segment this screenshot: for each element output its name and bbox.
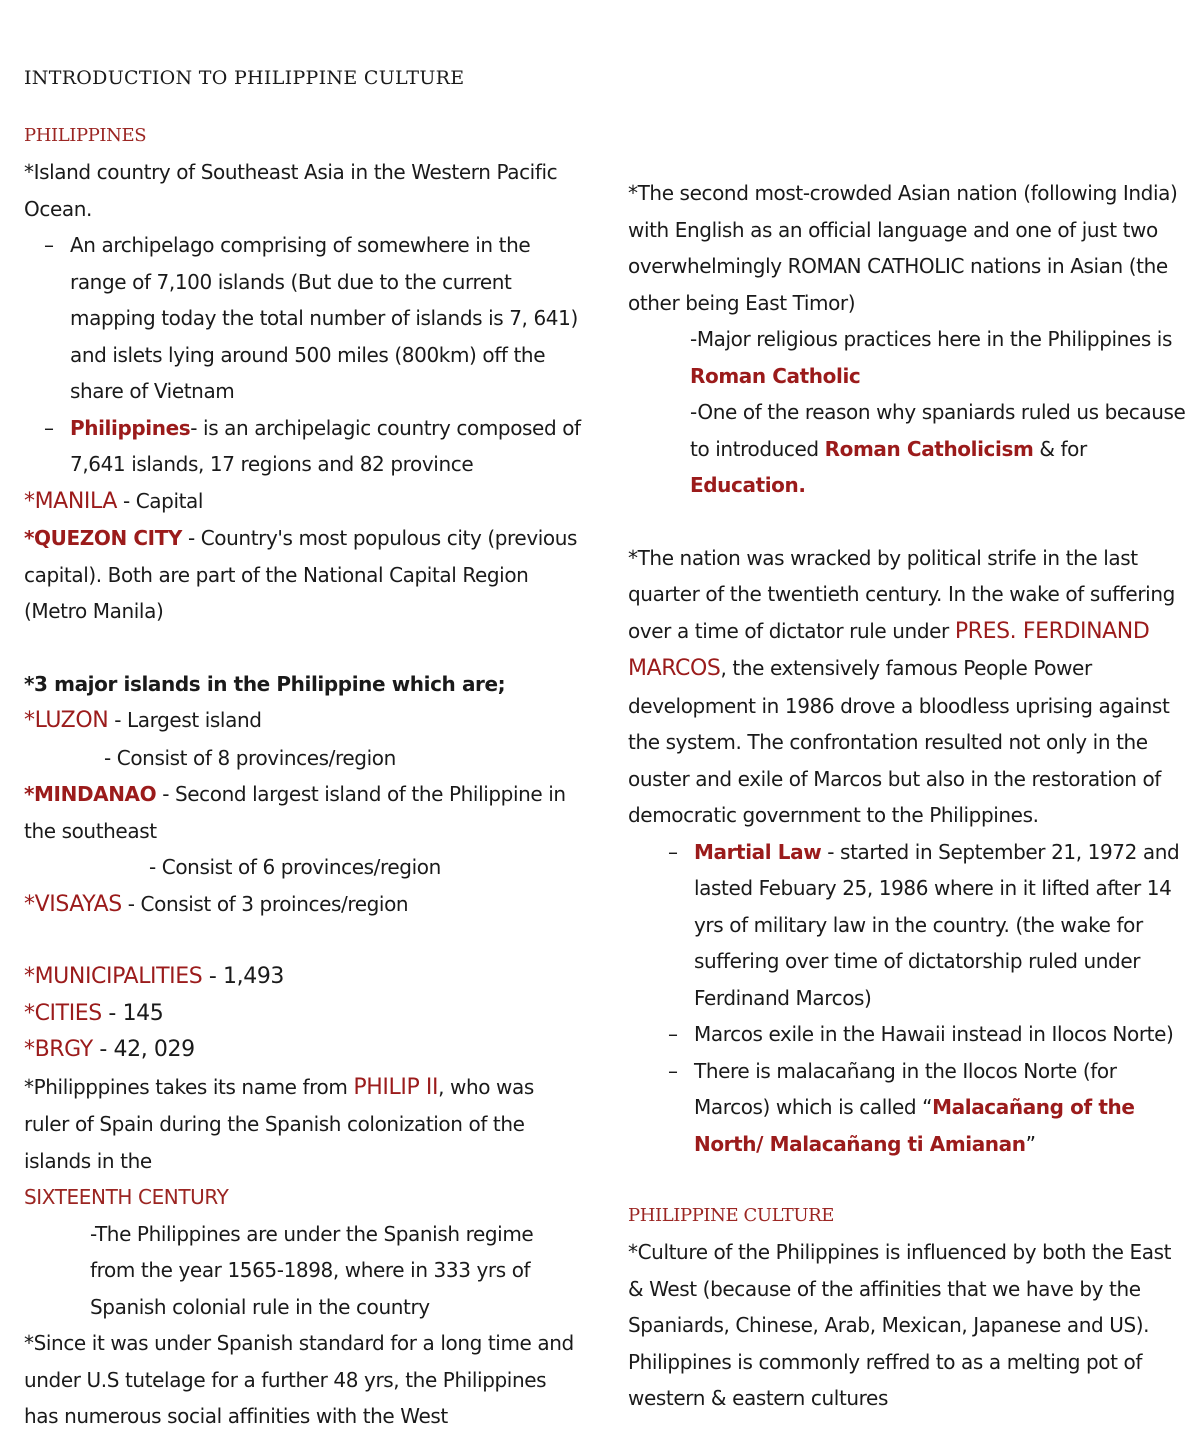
visayas-line (24, 886, 584, 924)
list-item (24, 227, 584, 410)
century-text: SIXTEENTH CENTURY (24, 1185, 229, 1209)
term: *MUNICIPALITIES (24, 964, 203, 989)
cities-line (24, 996, 584, 1033)
text: -One of the reason why spaniards ruled us because to introduced (690, 400, 1186, 461)
section-heading-philippines: PHILIPPINES (24, 125, 147, 146)
manila-line (24, 483, 584, 521)
tutelage-paragraph: *Since it was under Spanish standard for a long time and under U.S tutelage for a further 48 yrs, the Philippines has numerous social affinities with the West (24, 1331, 574, 1428)
intro-text: *Island country of Southeast Asia in the Western Pacific Ocean. (24, 160, 558, 221)
definition: - Consist of 3 proinces/region (121, 891, 409, 916)
list-item: – Marcos exile in the Hawaii instead in Ilocos Norte) (648, 1016, 1188, 1053)
mindanao-sub: - Consist of 6 provinces/region (149, 855, 441, 879)
right-column (628, 175, 1188, 1417)
text: , who was ruler of Spain during the Spanish colonization of the islands in the (24, 1074, 534, 1173)
luzon-line (24, 702, 584, 740)
term: Roman Catholicism (824, 436, 1034, 461)
term: Martial Law (694, 839, 822, 864)
municipalities-line (24, 959, 584, 996)
marcos-list (628, 834, 1188, 1163)
definition: - Country's most populous city (previous capital). Both are part of the National Capital Region (Metro Manila) (24, 526, 578, 623)
text: There is malacañang in the Ilocos Norte (for Marcos) which is called “ (694, 1058, 1117, 1119)
list-item (24, 410, 584, 483)
text: ” (1025, 1131, 1036, 1156)
quezon-line (24, 520, 584, 630)
term: PHILIP II (353, 1074, 439, 1100)
archipelago-list (24, 227, 584, 483)
text: *The nation was wracked by political strife in the last quarter of the twentieth century. In the wake of suffering over a time of dictator rule under (628, 545, 1175, 643)
definition: - 1,493 (202, 964, 285, 989)
luzon-sub: - Consist of 8 provinces/region (104, 745, 396, 770)
definition: - 42, 029 (92, 1037, 195, 1062)
text: & for (1033, 436, 1087, 461)
mindanao-line (24, 776, 584, 849)
list-item (648, 1053, 1188, 1163)
term: Philippines (70, 415, 191, 440)
term: *LUZON (24, 708, 109, 733)
archipelago-text: An archipelago comprising of somewhere in the range of 7,100 islands (But due to the current mapping today the total number of islands is 7, 641) and islets lying around 500 miles (800km) off the share of Vietnam (70, 233, 578, 403)
term: Education. (690, 473, 806, 497)
philip-paragraph (24, 1069, 584, 1180)
term: *QUEZON CITY (24, 526, 183, 550)
term: Malacañang of the North/ Malacañang ti Amianan (694, 1095, 1135, 1156)
definition: - started in September 21, 1972 and lasted Febuary 25, 1986 where in it lifted after 14 yrs of military law in the country. (the wake for suffering over time of dictatorship ruled under Ferdinand Marcos) (694, 839, 1180, 1010)
text: -Major religious practices here in the Philippines is (690, 327, 1172, 351)
text: *Philipppines takes its name from (24, 1074, 354, 1099)
term: *MINDANAO (24, 782, 157, 806)
second-crowded-paragraph: *The second most-crowded Asian nation (following India) with English as an official language and one of just two overwhelmingly ROMAN CATHOLIC nations in Asian (the other being East Timor) (628, 181, 1178, 315)
definition: - is an archipelagic country composed of 7,641 islands, 17 regions and 82 province (70, 415, 581, 476)
brgy-line (24, 1032, 584, 1069)
spanish-regime-text: -The Philippines are under the Spanish regime from the year 1565-1898, where in 333 yrs of Spanish colonial rule in the country (90, 1221, 534, 1319)
list-item (648, 834, 1188, 1017)
term: *VISAYAS (24, 891, 122, 917)
religious-practices (628, 321, 1188, 394)
term: *BRGY (24, 1037, 93, 1062)
islands-heading: *3 major islands in the Philippine which are; (24, 671, 506, 696)
definition: - Largest island (108, 708, 262, 732)
text: , the extensively famous People Power development in 1986 drove a bloodless uprising against the system. The confrontation resulted not only in the ouster and exile of Marcos but also in the restoration of democratic government to the Philippines. (628, 656, 1170, 827)
section-heading-culture: PHILIPPINE CULTURE (628, 1205, 835, 1226)
definition: - Second largest island of the Philippine in the southeast (24, 782, 566, 843)
culture-paragraph: *Culture of the Philippines is influenced by both the East & West (because of the affinities that we have by the Spaniards, Chinese, Arab, Mexican, Japanese and US). Philippines is commonly reffred to as a melting pot of western & eastern cultures (628, 1240, 1172, 1410)
definition: - 145 (101, 1000, 164, 1026)
spaniards-reason (628, 394, 1188, 504)
term: *MANILA (24, 488, 117, 514)
definition: - Capital (117, 488, 204, 513)
term: PRES. FERDINAND MARCOS (628, 618, 1150, 681)
term: Roman Catholic (690, 363, 861, 388)
political-strife-paragraph (628, 540, 1188, 834)
page-title: INTRODUCTION TO PHILIPPINE CULTURE (24, 67, 465, 89)
term: *CITIES (24, 1000, 102, 1026)
left-column (24, 60, 584, 1435)
